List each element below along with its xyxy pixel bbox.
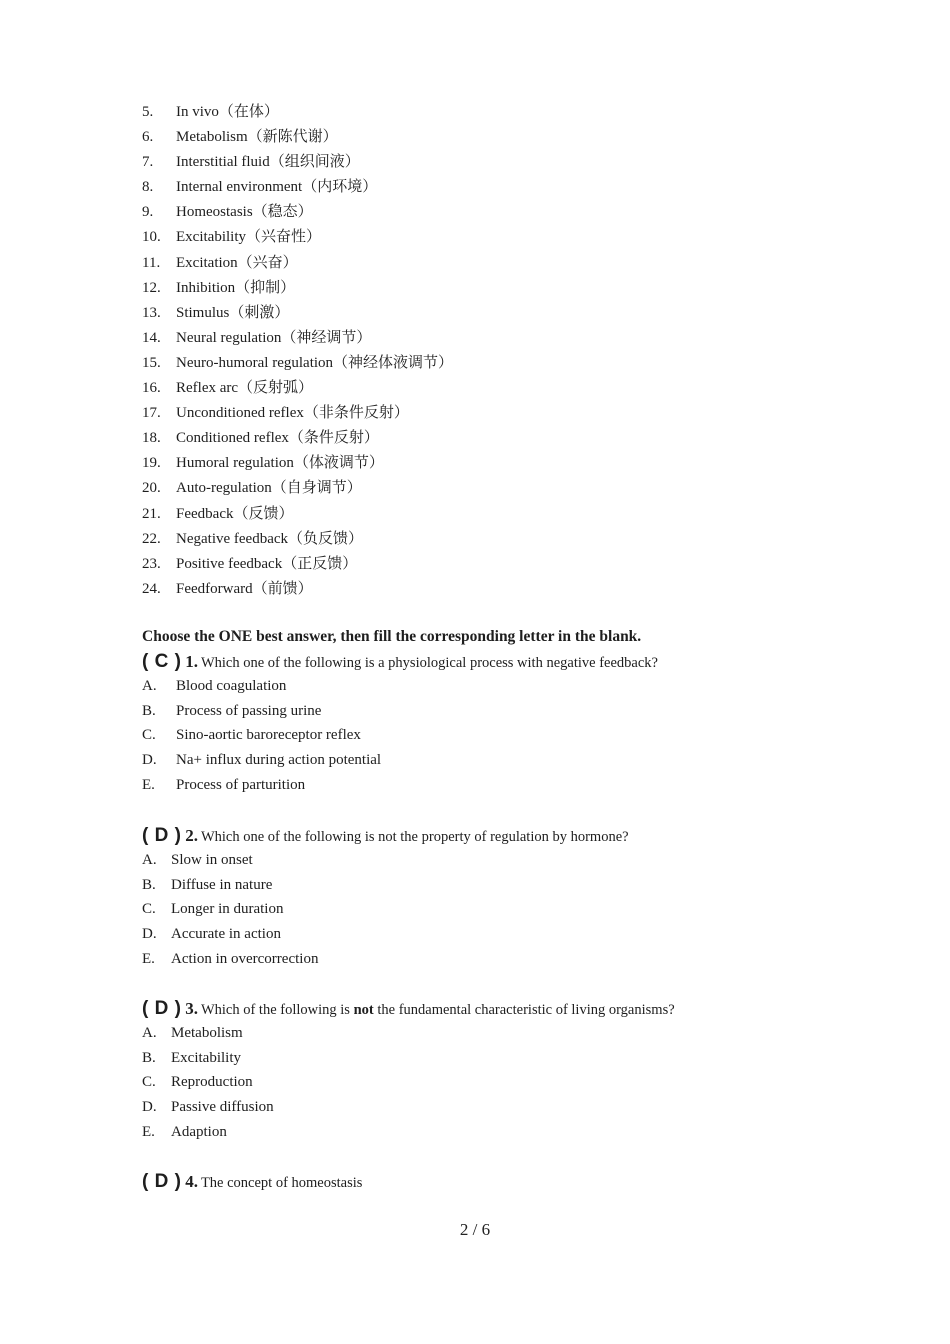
question-stem [142, 650, 658, 674]
answer-blank: ( D ) [142, 1171, 182, 1192]
question-3 [142, 997, 675, 1144]
question-1 [142, 650, 658, 797]
option-item: E. Action in overcorrection [142, 950, 319, 967]
option-item: B. Excitability [142, 1049, 241, 1066]
term-item: 6. Metabolism（新陈代谢） [142, 129, 338, 146]
term-item: 14. Neural regulation（神经调节） [142, 329, 372, 346]
term-item: 15. Neuro-humoral regulation（神经体液调节） [142, 354, 454, 371]
term-item: 8. Internal environment（内环境） [142, 179, 378, 196]
term-item: 18. Conditioned reflex（条件反射） [142, 430, 379, 447]
option-item: D. Accurate in action [142, 926, 281, 943]
answer-blank: ( C ) [142, 651, 182, 672]
term-item: 11. Excitation（兴奋） [142, 254, 298, 271]
instructions-heading: Choose the ONE best answer, then fill the corresponding letter in the blank. [142, 628, 642, 645]
question-number: 2. [185, 826, 198, 845]
term-item: 7. Interstitial fluid（组织间液） [142, 154, 360, 171]
term-item: 23. Positive feedback（正反馈） [142, 555, 358, 572]
option-item: C. Longer in duration [142, 901, 284, 918]
question-number: 1. [185, 652, 198, 671]
terms-list [142, 100, 453, 602]
term-item: 19. Humoral regulation（体液调节） [142, 455, 384, 472]
option-item: B. Diffuse in nature [142, 876, 273, 893]
option-item: B. Process of passing urine [142, 702, 322, 719]
question-number: 4. [185, 1172, 198, 1191]
answer-blank: ( D ) [142, 998, 182, 1019]
term-item: 16. Reflex arc（反射弧） [142, 380, 314, 397]
answer-blank: ( D ) [142, 825, 182, 846]
option-item: C. Reproduction [142, 1074, 253, 1091]
option-item: D. Passive diffusion [142, 1099, 274, 1116]
option-item: A. Metabolism [142, 1025, 243, 1041]
term-item: 20. Auto-regulation（自身调节） [142, 480, 362, 497]
term-item: 17. Unconditioned reflex（非条件反射） [142, 405, 409, 422]
term-item: 21. Feedback（反馈） [142, 505, 294, 522]
question-number: 3. [185, 999, 198, 1018]
option-item: A. Blood coagulation [142, 678, 287, 694]
question-2 [142, 824, 629, 971]
page-number: 2 / 6 [459, 1220, 491, 1239]
question-stem [142, 1170, 362, 1194]
option-item: C. Sino-aortic baroreceptor reflex [142, 727, 361, 744]
option-item: D. Na+ influx during action potential [142, 752, 382, 769]
question-text: The concept of homeostasis [200, 1175, 363, 1191]
term-item: 13. Stimulus（刺激） [142, 304, 290, 321]
question-text: Which one of the following is not the property of regulation by hormone? [200, 829, 629, 845]
term-item: 9. Homeostasis（稳态） [142, 204, 313, 221]
option-item: E. Adaption [142, 1123, 227, 1140]
question-text: Which of the following is not the fundamental characteristic of living organisms? [200, 1002, 675, 1018]
option-item: E. Process of parturition [142, 776, 306, 793]
question-stem [142, 824, 629, 848]
question-text: Which one of the following is a physiological process with negative feedback? [200, 655, 658, 671]
options-list [142, 674, 658, 797]
term-item: 12. Inhibition（抑制） [142, 279, 296, 296]
options-list [142, 1021, 675, 1144]
term-item: 5. In vivo（在体） [142, 104, 279, 120]
option-item: A. Slow in onset [142, 852, 253, 868]
question-4 [142, 1170, 362, 1194]
term-item: 24. Feedforward（前馈） [142, 580, 313, 597]
options-list [142, 848, 629, 971]
term-item: 22. Negative feedback（负反馈） [142, 530, 364, 547]
question-stem [142, 997, 675, 1021]
term-item: 10. Excitability（兴奋性） [142, 229, 321, 246]
